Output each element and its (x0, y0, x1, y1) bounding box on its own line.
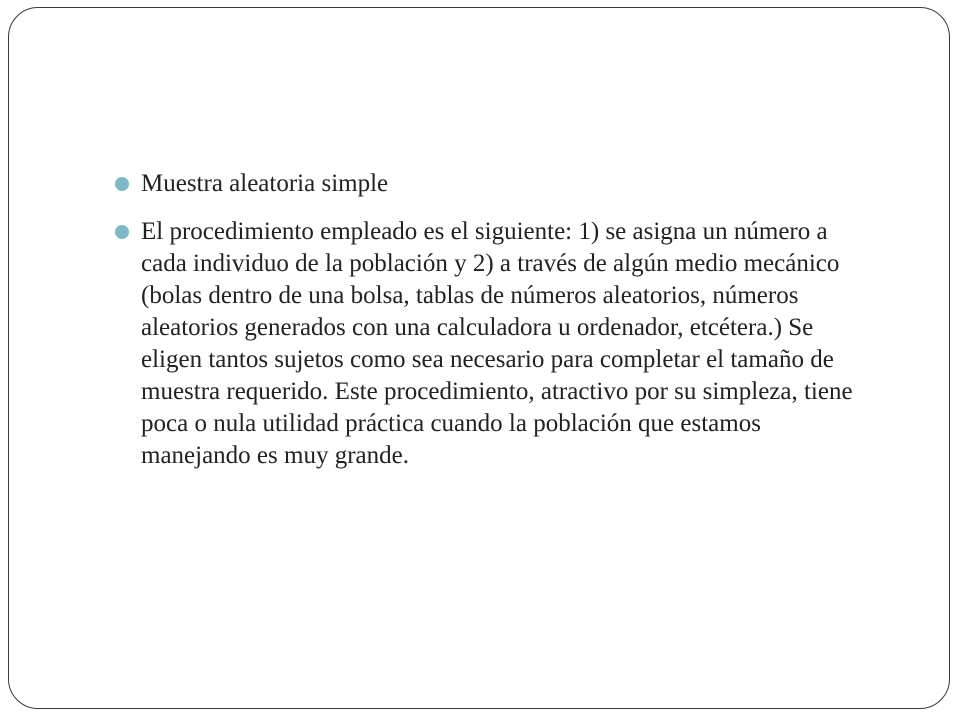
slide-content (113, 168, 873, 488)
bullet-text: Muestra aleatoria simple (141, 170, 389, 197)
slide-frame (8, 7, 950, 709)
bullet-item-title (113, 168, 873, 200)
bullet-text: El procedimiento empleado es el siguiente: 1) se asigna un número a cada individuo de la población y 2) a través de algún medio mecánico (bolas dentro de una bolsa, tablas de números aleatorios, números aleatorios generados con una calculadora u ordenador, etcétera.) Se eligen tantos sujetos como sea necesario para completar el tamaño de muestra requerido. Este procedimiento, atractivo por su simpleza, tiene poca o nula utilidad práctica cuando la población que estamos manejando es muy grande. (141, 218, 853, 469)
bullet-dot-icon (115, 225, 129, 239)
bullet-dot-icon (115, 177, 129, 191)
bullet-item-description (113, 216, 873, 472)
